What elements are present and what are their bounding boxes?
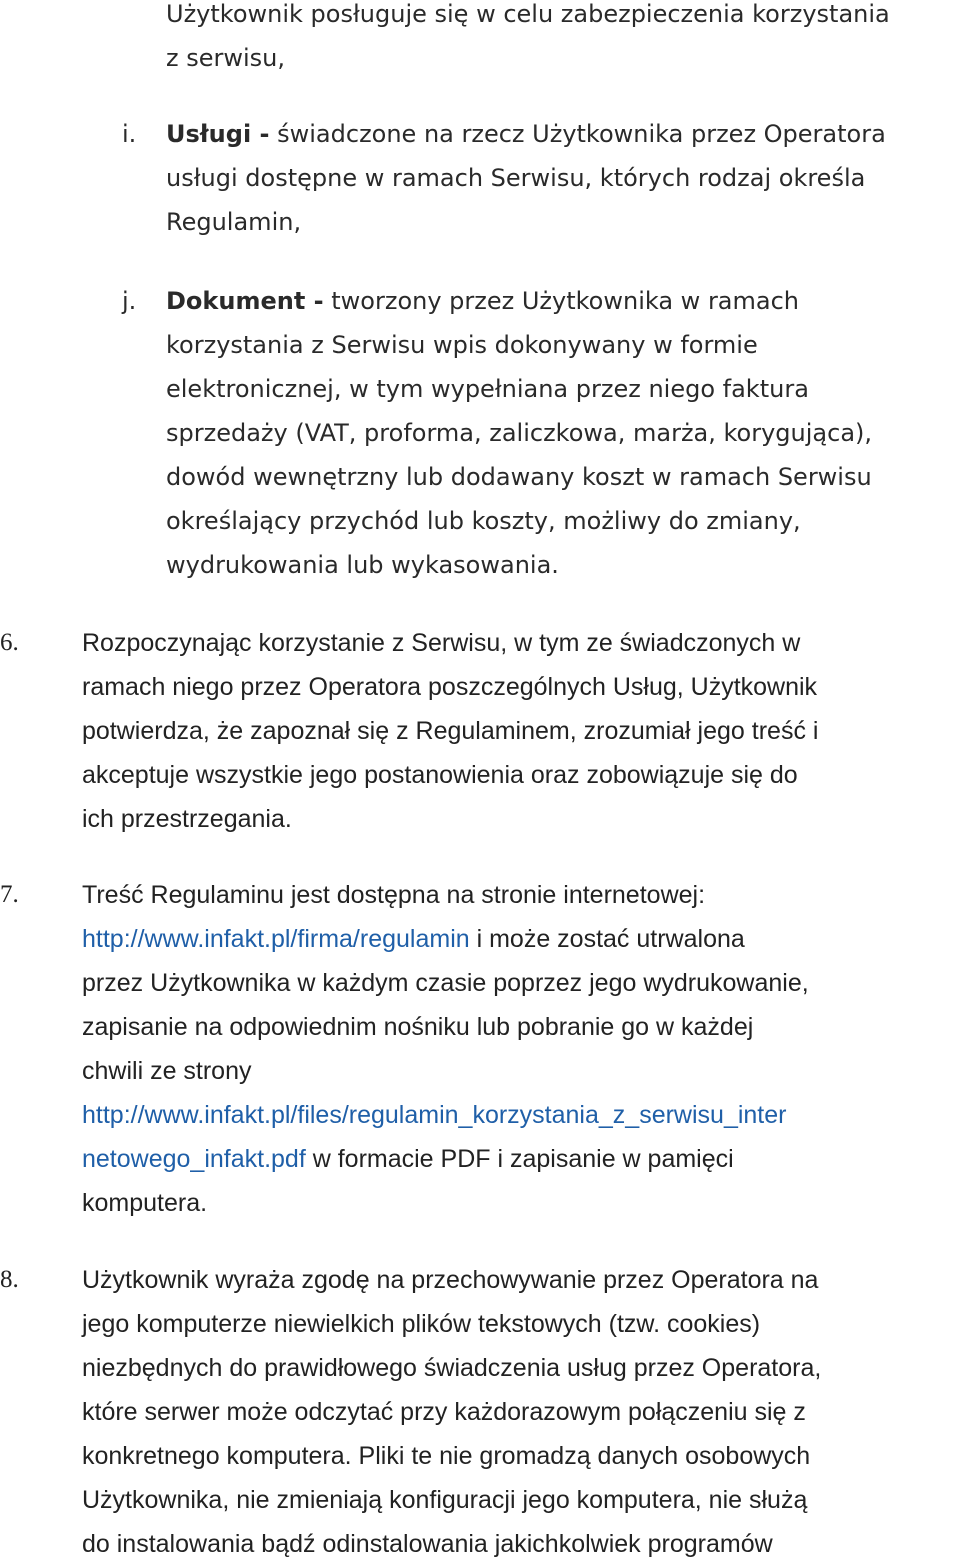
- text-line: wydrukowania lub wykasowania.: [166, 551, 559, 579]
- text-line: niezbędnych do prawidłowego świadczenia usług przez Operatora,: [82, 1354, 822, 1382]
- text-line: dowód wewnętrzny lub dodawany koszt w ramach Serwisu: [166, 463, 872, 491]
- text-line: komputera.: [82, 1189, 208, 1217]
- text-line: które serwer może odczytać przy każdorazowym połączeniu się z: [82, 1398, 806, 1426]
- text-line: Użytkownika, nie zmieniają konfiguracji jego komputera, nie służą: [82, 1486, 808, 1514]
- text-line: akceptuje wszystkie jego postanowienia oraz zobowiązuje się do: [82, 761, 798, 789]
- regulamin-link[interactable]: http://www.infakt.pl/firma/regulamin: [82, 925, 470, 953]
- text-line: korzystania z Serwisu wpis dokonywany w formie: [166, 331, 758, 359]
- defined-term: Dokument -: [166, 287, 324, 315]
- item-marker: j.: [122, 287, 137, 315]
- text-line: [82, 917, 960, 961]
- text-line: [166, 112, 956, 156]
- text-line: [166, 279, 956, 323]
- text-line: chwili ze strony: [82, 1057, 252, 1085]
- text-line: usługi dostępne w ramach Serwisu, których rodzaj określa: [166, 164, 866, 192]
- item-number: 6.: [0, 629, 19, 656]
- text-line: ramach niego przez Operatora poszczególnych Usług, Użytkownik: [82, 673, 818, 701]
- text-line: ich przestrzegania.: [82, 805, 292, 833]
- text-line: określający przychód lub koszty, możliwy do zmiany,: [166, 507, 801, 535]
- text-fragment: tworzony przez Użytkownika w ramach: [323, 287, 800, 315]
- regulamin-pdf-link[interactable]: http://www.infakt.pl/files/regulamin_korzystania_z_serwisu_inter: [82, 1101, 787, 1129]
- text-line: zapisanie na odpowiednim nośniku lub pobranie go w każdej: [82, 1013, 754, 1041]
- text-line: z serwisu,: [166, 44, 286, 72]
- text-line: Użytkownik posługuje się w celu zabezpieczenia korzystania: [166, 0, 890, 28]
- text-line: [82, 1137, 960, 1181]
- text-line: [82, 1093, 960, 1137]
- item-number: 8.: [0, 1266, 19, 1293]
- text-line: konkretnego komputera. Pliki te nie gromadzą danych osobowych: [82, 1442, 811, 1470]
- text-line: sprzedaży (VAT, proforma, zaliczkowa, marża, korygująca),: [166, 419, 873, 447]
- text-line: elektronicznej, w tym wypełniana przez niego faktura: [166, 375, 809, 403]
- text-line: potwierdza, że zapoznał się z Regulaminem, zrozumiał jego treść i: [82, 717, 819, 745]
- item-number: 7.: [0, 881, 19, 908]
- text-line: do instalowania bądź odinstalowania jakichkolwiek programów: [82, 1530, 773, 1558]
- text-fragment: świadczone na rzecz Użytkownika przez Operatora: [269, 120, 886, 148]
- text-line: Treść Regulaminu jest dostępna na stronie internetowej:: [82, 881, 706, 909]
- text-line: przez Użytkownika w każdym czasie poprzez jego wydrukowanie,: [82, 969, 809, 997]
- text-line: Użytkownik wyraża zgodę na przechowywanie przez Operatora na: [82, 1266, 819, 1294]
- defined-term: Usługi -: [166, 120, 270, 148]
- text-line: Regulamin,: [166, 208, 302, 236]
- item-marker: i.: [122, 120, 137, 148]
- regulamin-pdf-link-continued[interactable]: netowego_infakt.pdf: [82, 1145, 306, 1173]
- text-fragment: i może zostać utrwalona: [469, 925, 745, 953]
- text-fragment: w formacie PDF i zapisanie w pamięci: [305, 1145, 734, 1173]
- text-line: jego komputerze niewielkich plików tekstowych (tzw. cookies): [82, 1310, 761, 1338]
- text-line: Rozpoczynając korzystanie z Serwisu, w tym ze świadczonych w: [82, 629, 801, 657]
